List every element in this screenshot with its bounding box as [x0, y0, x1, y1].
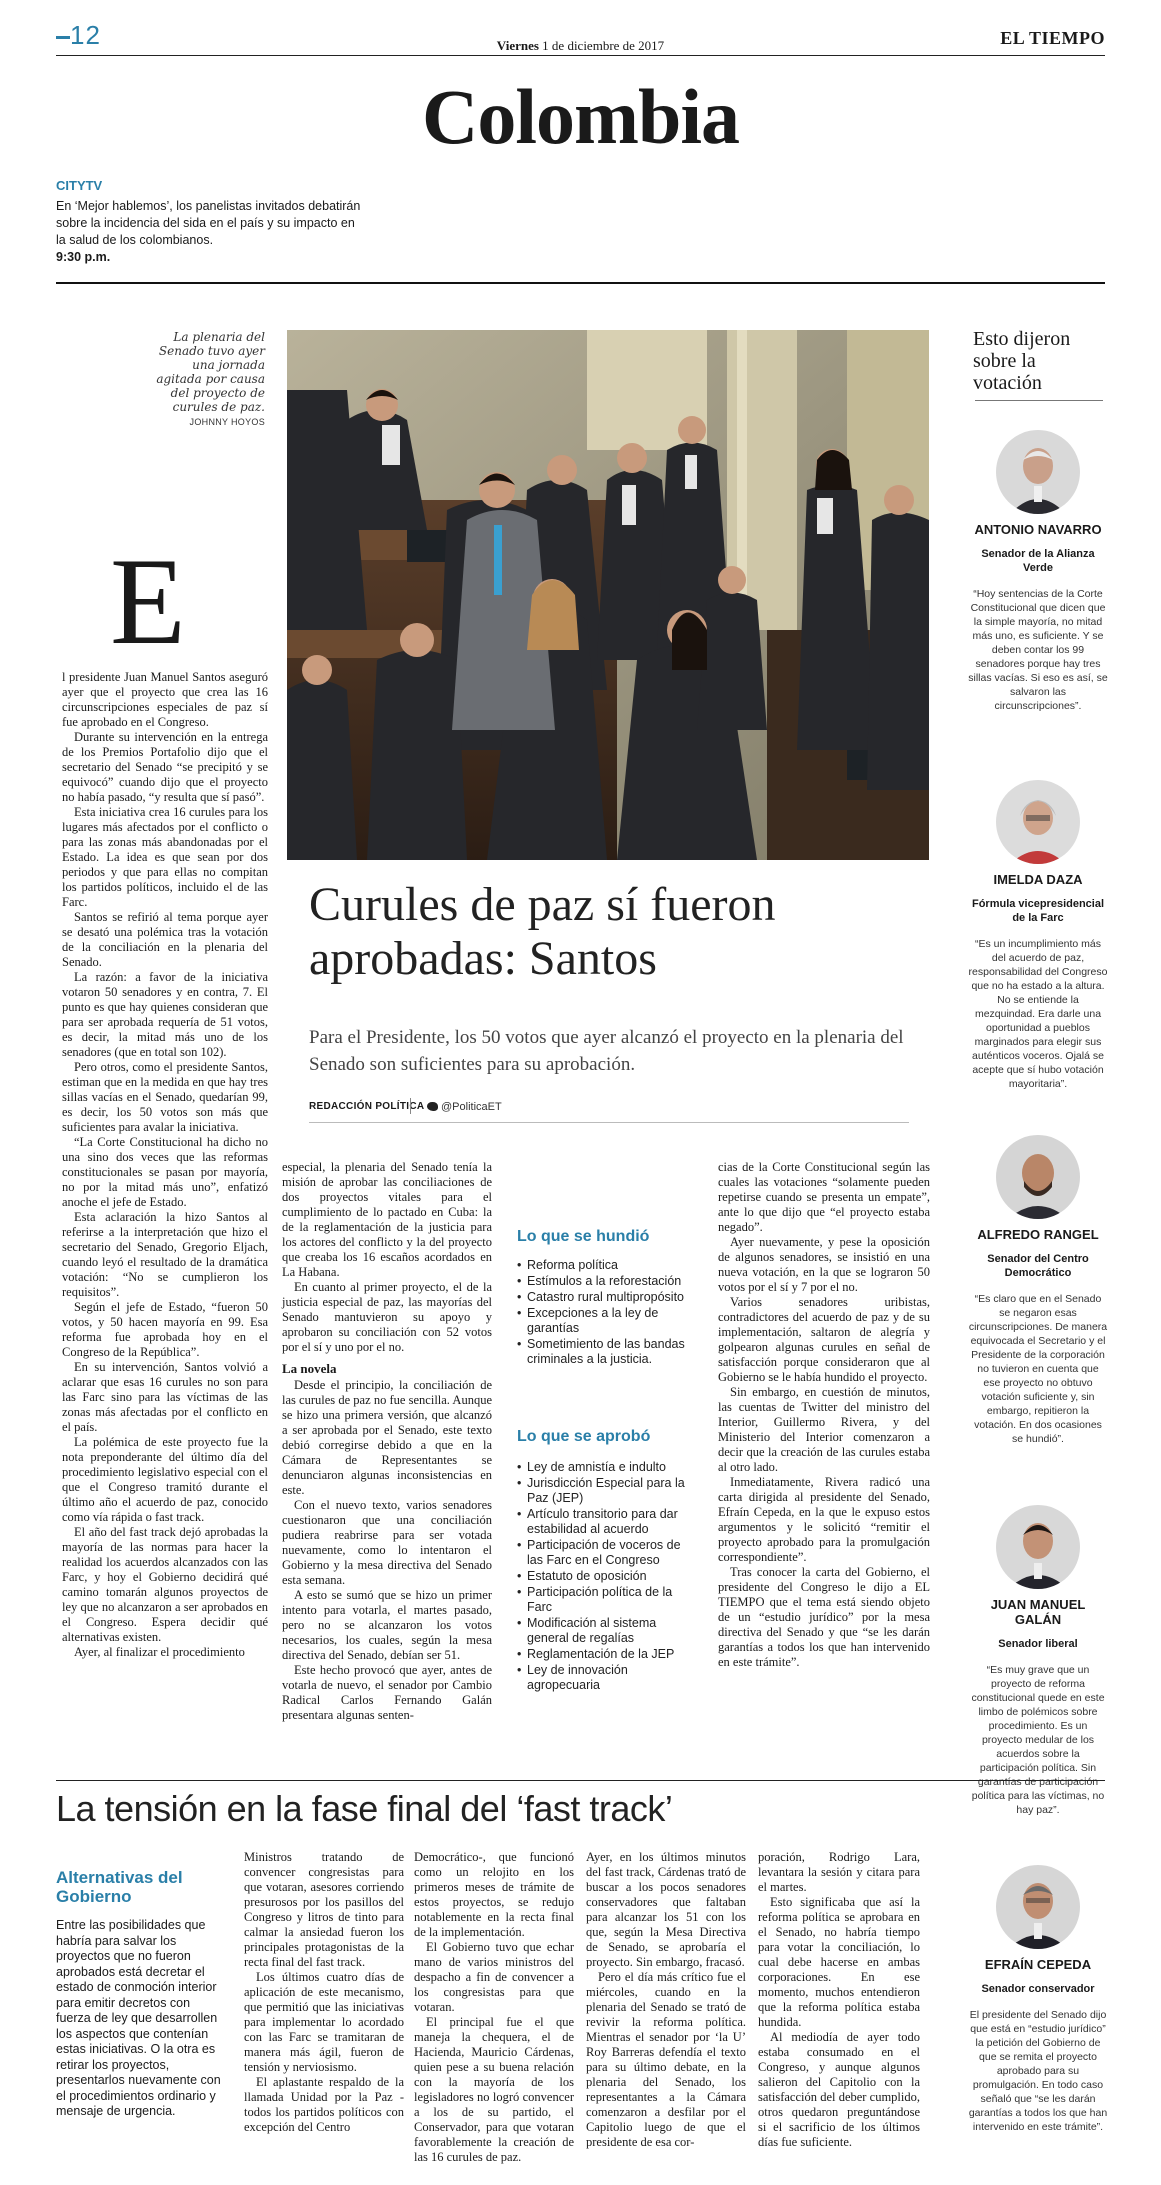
list-item: • Reforma política	[517, 1258, 695, 1273]
paragraph: Tras conocer la carta del Gobierno, el presidente del Congreso le dijo a EL TIEMPO que el tema está siendo objeto de un “estudio jurídico” por la mesa directiva del Senado y que “se les darán garantías a todos los que han intervenido en este trámite”.	[718, 1565, 930, 1669]
avatar-icon	[996, 430, 1080, 514]
sidebar-title-rule	[975, 400, 1103, 401]
paragraph: Esta iniciativa crea 16 curules para los lugares más afectados por el conflicto o para las zonas más abandonadas por el Estado. La idea es que sean por dos periodos y que para ellas no compitan los partidos políticos, incluido el de las Farc.	[62, 805, 268, 909]
article-column-2	[282, 1160, 492, 1723]
speaker-quote: “Hoy sentencias de la Corte Constitucional que dicen que la simple mayoría, no mitad más uno, es suficiente. Y se deben contar los 99 senadores porque hay tres sillas vacías. Si eso es así, se salvaron las circunscripciones”.	[968, 588, 1108, 712]
paragraph: El principal fue el que maneja la chequera, el de Hacienda, Mauricio Cárdenas, quien pese a su buena relación con la mayoría de los legisladores no logró convencer a los de su partido, el Conservador, para que votaran favorablemente la creación de las 16 curules de paz.	[414, 2015, 574, 2164]
box-title-sunk: Lo que se hundió	[517, 1228, 650, 1245]
article-headline: Curules de paz sí fueron aprobadas: Santos	[309, 878, 776, 985]
article-column-4	[718, 1160, 930, 1670]
byline-divider	[410, 1098, 411, 1114]
speaker-role: Senador de la Alianza Verde	[981, 548, 1095, 574]
photo-credit: JOHNNY HOYOS	[189, 417, 265, 427]
paragraph: El aplastante respaldo de la llamada Unidad por la Paz -todos los partidos políticos con excepción del Centro	[244, 2075, 404, 2134]
twitter-icon	[427, 1102, 438, 1111]
avatar-icon	[996, 1865, 1080, 1949]
list-item: • Catastro rural multipropósito	[517, 1290, 695, 1305]
paragraph: “La Corte Constitucional ha dicho no una sino dos veces que las reformas constitucionales se pasan por mayoría, no por la mitad más uno”, enfatizó anoche el jefe de Estado.	[62, 1135, 268, 1209]
sunk-list	[517, 1258, 695, 1368]
paragraph: En su intervención, Santos volvió a aclarar que esas 16 curules no son para las Farc sino para las víctimas de las zonas más afectadas por el conflicto en el país.	[62, 1360, 268, 1434]
secondary-column-1	[244, 1850, 404, 2135]
tv-promo-label: CITYTV	[56, 178, 103, 193]
alternatives-title: Alternativas del Gobierno	[56, 1868, 183, 1906]
paragraph: El Gobierno tuvo que echar mano de varios ministros del despacho a fin de convencer a los congresistas para que votaran.	[414, 1940, 574, 2014]
secondary-column-4	[758, 1850, 920, 2150]
paragraph: Sin embargo, en cuestión de minutos, las cuentas de Twitter del ministro del Interior, Guillermo Rivera, y del Ministerio del Interior comenzaron a decir que la creación de las curules estaba al otro lado.	[718, 1385, 930, 1474]
list-item: • Excepciones a la ley de garantías	[517, 1306, 695, 1336]
paragraph: Inmediatamente, Rivera radicó una carta dirigida al presidente del Senado, Efraín Cepeda, en la que le expuso estos argumentos y le solicitó “remitir el proyecto aprobado para la promulgación correspondiente”.	[718, 1475, 930, 1564]
paragraph: Ayer nuevamente, y pese la oposición de algunos senadores, se insistió en una nueva votación, en la que se lograron 50 votos por el sí y 7 por el no.	[718, 1235, 930, 1294]
date-day: Viernes	[496, 38, 539, 53]
speaker-imelda-daza	[968, 780, 1108, 1091]
speaker-name: JUAN MANUEL GALÁN	[990, 1597, 1086, 1627]
drop-cap: E	[110, 533, 186, 670]
brand-logo[interactable]: EL TIEMPO	[1000, 28, 1105, 48]
speaker-role: Senador conservador	[981, 1983, 1095, 1995]
speaker-name: EFRAÍN CEPEDA	[984, 1957, 1092, 1972]
speaker-antonio-navarro	[968, 430, 1108, 713]
speaker-quote: El presidente del Senado dijo que está en “estudio jurídico” la petición del Gobierno de que se remita el proyecto aprobado para su promulgación. En todo caso señaló que “se les darán garantías a todos los que han intervenido en este trámite”.	[968, 2009, 1108, 2133]
box-title-passed: Lo que se aprobó	[517, 1428, 651, 1445]
tv-promo	[56, 198, 366, 266]
alternatives-text: Entre las posibilidades que habría para salvar los proyectos que no fueron aprobados está decretar el estado de conmoción interior para emitir decretos con fuerza de ley que desarrollen los aspectos que contenían estas iniciativas. O la otra es retirar los proyectos, presentarlos nuevamente con el procedimientos ordinario y mensaje de urgencia.	[56, 1918, 221, 2118]
passed-list	[517, 1460, 695, 1694]
twitter-handle[interactable]	[427, 1101, 502, 1113]
paragraph: Con el nuevo texto, varios senadores cuestionaron que una conciliación pudiera reabrirse para ser votada nuevamente, como lo intentaron el Gobierno y la mesa directiva del Senado esta semana.	[282, 1498, 492, 1587]
paragraph: Los últimos cuatro días de aplicación de este mecanismo, que permitió que las iniciativas para implementar lo acordado con las Farc se tramitaran de manera más ágil, fueron de tensión y nerviosismo.	[244, 1970, 404, 2074]
date-line	[0, 38, 1161, 54]
list-item: • Sometimiento de las bandas criminales a la justicia.	[517, 1337, 695, 1367]
speaker-quote: “Es muy grave que un proyecto de reforma constitucional quede en este limbo de polémicos sobre procedimiento. Es un proyecto medular de los acuerdos sobre la participación política. Sin garantías de participación política para las víctimas, no hay paz”.	[971, 1664, 1105, 1816]
speaker-role: Senador del Centro Democrático	[987, 1253, 1089, 1279]
article-column-1	[62, 670, 268, 1660]
speaker-name: ANTONIO NAVARRO	[974, 522, 1102, 537]
page-number: 12	[56, 20, 101, 51]
list-item: • Participación de voceros de las Farc en el Congreso	[517, 1538, 695, 1568]
speaker-alfredo-rangel	[968, 1135, 1108, 1446]
article-byline: REDACCIÓN POLÍTICA	[309, 1101, 425, 1112]
section-title: Colombia	[421, 73, 740, 160]
list-item: • Artículo transitorio para dar estabilidad al acuerdo	[517, 1507, 695, 1537]
paragraph: Ayer, en los últimos minutos del fast track, Cárdenas trató de buscar a los pocos senadores conservadores que faltaban para alcanzar los 51 con los que, según la Mesa Directiva de Senado, se aprobaría el proyecto. Sin embargo, fracasó.	[586, 1850, 746, 1969]
list-item: • Reglamentación de la JEP	[517, 1647, 695, 1662]
section-rule	[56, 282, 1105, 284]
date-rest: 1 de diciembre de 2017	[542, 38, 665, 53]
speaker-juan-manuel-galan	[968, 1505, 1108, 1817]
secondary-headline: La tensión en la fase final del ‘fast track’	[56, 1788, 673, 1829]
avatar-icon	[996, 1135, 1080, 1219]
twitter-handle-text: @PoliticaET	[441, 1101, 502, 1113]
list-item: • Jurisdicción Especial para la Paz (JEP)	[517, 1476, 695, 1506]
paragraph: Al mediodía de ayer todo estaba consumado en el Congreso, y aunque algunos salieron del Capitolio con la satisfacción del deber cumplido, otros quedaron preguntándose si el sacrificio de los últimos días fue suficiente.	[758, 2030, 920, 2149]
paragraph: Pero el día más crítico fue el miércoles, cuando en la plenaria del Senado se trató de revivir la reforma política. Mientras el senador por ‘la U’ Roy Barreras defendía el texto para su último debate, en la plenaria del Senado, los representantes a la Cámara comenzaron a desfilar por el Capitolio luego de que el presidente de esa cor-	[586, 1970, 746, 2149]
paragraph: Esto significaba que así la reforma política se aprobara en el Senado, no habría tiempo para votar la conciliación, lo cual debe hacerse en ambas corporaciones. En ese momento, muchos entendieron que la reforma política estaba hundida.	[758, 1895, 920, 2029]
paragraph: Santos se refirió al tema porque ayer se desató una polémica tras la votación de la conciliación en la plenaria del Senado.	[62, 910, 268, 969]
paragraph: Desde el principio, la conciliación de las curules de paz no fue sencilla. Aunque se hizo una primera versión, que alcanzó a ser aprobada por el Senado, este texto debió corregirse debido a que en la Cámara de Representantes se denunciaron algunas inconsistencias en este.	[282, 1378, 492, 1497]
avatar-icon	[996, 780, 1080, 864]
photo-caption	[150, 330, 265, 429]
paragraph: especial, la plenaria del Senado tenía la misión de aprobar las conciliaciones de dos proyectos vitales para el cumplimiento de lo pactado en Cuba: la de la reglamentación de la justicia para los actores del conflicto y la del proyecto que creaba los 16 escaños acordados en La Habana.	[282, 1160, 492, 1279]
paragraph: Democrático-, que funcionó como un relojito en los primeros meses de trámite de estos proyectos, se redujo notablemente en la recta final de la implementación.	[414, 1850, 574, 1939]
paragraph: Esta aclaración la hizo Santos al referirse a la interpretación que hizo el secretario del Senado, Gregorio Eljach, cuando leyó el resultado de la dramática votación: “No se cumplieron los requisitos”.	[62, 1210, 268, 1299]
speaker-quote: “Es claro que en el Senado se negaron esas circunscripciones. De manera equivocada el Secretario y el Presidente de la corporación no tuvieron en cuenta que ese proyecto no obtuvo votación suficiente y, sin embargo, repitieron la votación. En dos ocasiones se hundió”.	[968, 1293, 1108, 1445]
page-number-value: 2	[85, 20, 101, 50]
list-item: • Estatuto de oposición	[517, 1569, 695, 1584]
paragraph: cias de la Corte Constitucional según las cuales las votaciones “solamente pueden repetirse cuando se presenta un empate”, ante lo que dijo que “el proyecto estaba negado”.	[718, 1160, 930, 1234]
speaker-efrain-cepeda	[968, 1865, 1108, 2134]
secondary-column-2	[414, 1850, 574, 2165]
list-item: • Ley de innovación agropecuaria	[517, 1663, 695, 1693]
paragraph: En cuanto al primer proyecto, el de la justicia especial de paz, las mayorías del Senado mantuvieron su apoyo y aprobaron su conciliación con 52 votos por el sí y uno por el no.	[282, 1280, 492, 1354]
paragraph: Ministros tratando de convencer congresistas para que votaran, asesores corriendo presurosos por los pasillos del Congreso y litros de tinto para calmar la ansiedad fueron los principales protagonistas de la recta final del fast track.	[244, 1850, 404, 1969]
tv-promo-time: 9:30 p.m.	[56, 250, 111, 264]
top-rule	[56, 55, 1105, 56]
caption-text: La plenaria del Senado tuvo ayer una jornada agitada por causa del proyecto de curules de paz.	[156, 330, 265, 414]
paragraph: poración, Rodrigo Lara, levantara la sesión y citara para el martes.	[758, 1850, 920, 1894]
speaker-role: Fórmula vicepresidencial de la Farc	[971, 898, 1105, 924]
list-item: • Ley de amnistía e indulto	[517, 1460, 695, 1475]
speaker-name: ALFREDO RANGEL	[977, 1227, 1099, 1242]
paragraph: Ayer, al finalizar el procedimiento	[74, 1645, 245, 1659]
article-deck: Para el Presidente, los 50 votos que ayer alcanzó el proyecto en la plenaria del Senado son suficientes para su aprobación.	[309, 1027, 904, 1075]
paragraph: Pero otros, como el presidente Santos, estiman que en la medida en que hay tres sillas vacías en el Senado, quedarían 99, es decir, los 50 votos son más que suficientes para avalar la iniciativa.	[62, 1060, 268, 1134]
subhead-la-novela: La novela	[282, 1361, 337, 1376]
paragraph: Según el jefe de Estado, “fueron 50 votos, y 50 hacen mayoría en 99. Esa reforma fue aprobada hoy en el Congreso de la República”.	[62, 1300, 268, 1359]
paragraph: La polémica de este proyecto fue la nota preponderante del último día del procedimiento legislativo especial con el que el Congreso tramitó durante el último año el acuerdo de paz, conocido como vía rápida o fast track.	[62, 1435, 268, 1524]
tv-promo-text: En ‘Mejor hablemos’, los panelistas invitados debatirán sobre la incidencia del sida en el país y su impacto en la salud de los colombianos.	[56, 199, 361, 247]
bottom-section-rule	[56, 1780, 1105, 1781]
speaker-quote: “Es un incumplimiento más del acuerdo de paz, responsabilidad del Congreso que no ha estado a la altura. No se entiende la mezquindad. Era darle una oportunidad a pueblos marginados para elegir sus auténticos voceros. Ojalá se acepte que sí hubo votación mayoritaria”.	[968, 938, 1108, 1090]
list-item: • Participación política de la Farc	[517, 1585, 695, 1615]
byline-rule	[309, 1122, 909, 1123]
paragraph: Varios senadores uribistas, contradictores del acuerdo de paz y de su implementación, saltaron de alegría y golpearon algunas curules en señal de satisfacción porque consideraron que al Gobierno se le había hundido el proyecto.	[718, 1295, 930, 1384]
secondary-column-3	[586, 1850, 746, 2150]
speaker-role: Senador liberal	[998, 1638, 1078, 1650]
paragraph: La razón: a favor de la iniciativa votaron 50 senadores y en contra, 7. El punto es que hay quienes consideran que para ser aprobada requería de 51 votos, es decir, la mitad más uno de los senadores (que en total son 102).	[62, 970, 268, 1059]
paragraph: Durante su intervención en la entrega de los Premios Portafolio dijo que el secretario del Senado “se precipitó y se equivocó” cuando dijo que el proyecto no había pasado, “y resulta que sí pasó”.	[62, 730, 268, 804]
speaker-name: IMELDA DAZA	[993, 872, 1083, 887]
senate-plenary-photo	[287, 330, 929, 860]
paragraph: A esto se sumó que se hizo un primer intento para votarla, el martes pasado, pero no se alcanzaron los votos necesarios, los cuales, según la mesa directiva del Senado, debían ser 51.	[282, 1588, 492, 1662]
paragraph: l presidente Juan Manuel Santos aseguró ayer que el proyecto que crea las 16 circunscripciones especiales de paz sí fue aprobado en el Congreso.	[62, 670, 268, 729]
paragraph: El año del fast track dejó aprobadas la mayoría de las normas para hacer la realidad los acuerdos alcanzados con las Farc, y hoy el Gobierno decidirá qué camino tomarán algunos proyectos de ley que no alcanzaron a ser aprobados en el Congreso. Espera decidir qué alternativas existen.	[62, 1525, 268, 1644]
list-item: • Modificación al sistema general de regalías	[517, 1616, 695, 1646]
paragraph: Este hecho provocó que ayer, antes de votarla de nuevo, el senador por Cambio Radical Carlos Fernando Galán presentara algunas senten-	[282, 1663, 492, 1722]
avatar-icon	[996, 1505, 1080, 1589]
list-item: • Estímulos a la reforestación	[517, 1274, 695, 1289]
sidebar-title: Esto dijeron sobre la votación	[973, 328, 1071, 394]
